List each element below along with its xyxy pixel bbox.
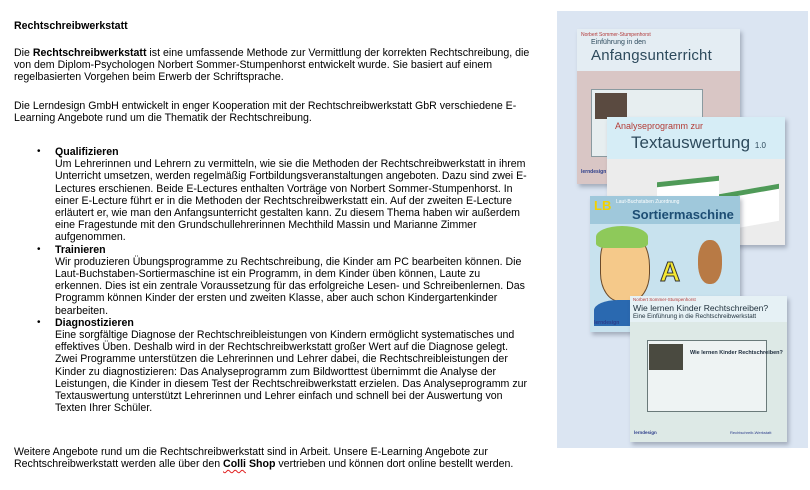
screen-title: Wie lernen Kinder Rechtschreiben? (690, 350, 783, 356)
cover-subtitle: Eine Einführung in die Rechtschreibwerkstatt (633, 313, 757, 320)
lerndesign-logo: lerndesign (581, 169, 607, 175)
closing-text-1: Weitere Angebote rund um die Rechtschreibwerkstatt sind in Arbeit. Unsere E-Learning Angebote zur Rechtschreibwerkstatt werden alle über den (14, 446, 488, 471)
cover-title: Anfangsunterricht (591, 47, 712, 64)
cover-title (631, 133, 766, 153)
boy-hair (596, 226, 648, 248)
list-item-trainieren (0, 244, 530, 317)
cover-version: 1.0 (754, 141, 766, 150)
lerndesign-logo: lerndesign (594, 320, 620, 326)
intro-paragraph (14, 47, 534, 84)
video-thumbnail (649, 344, 683, 370)
closing-text-2: vertrieben und können dort online bestellt werden. (275, 458, 514, 471)
lerndesign-logo: lerndesign (634, 430, 657, 435)
monkey-illustration (698, 240, 722, 284)
list-item-text: Um Lehrerinnen und Lehrern zu vermitteln, wie sie die Methoden der Rechtschreibwerkstatt in ihrem Unterricht umsetzen, werden regelmäßig Fortbildungsveranstaltungen angeboten. Dazu sind zwei E-Lectures erschienen. Beide E-Lectures enthalten Vorträge von Norbert Sommer-Stumpenhorst. In einer E-Lecture führt er in die Methoden der Rechtschreibwerkstatt ein. Auf der zweiten E-Lecture erläutert er, wie man den Anfangsunterricht gestalten kann. Zu diesem Thema haben wir außerdem eine Fragestunde mit den Grundschullehrerinnen Mechthild Massin und Marianne Zimmer aufgenommen. (55, 158, 527, 244)
cover-author: Norbert Sommer-Stumpenhorst (581, 32, 651, 38)
list-item-diagnostizieren (0, 317, 530, 415)
cover-header (630, 296, 787, 322)
list-item-text: Wir produzieren Übungsprogramme zu Rechtschreibung, die Kinder am PC bearbeiten können. Die Laut-Buchstaben-Sortiermaschine ist ein Programm, in dem Kinder üben können, Laute zu erkennen. Dies ist ein zentrale Voraussetzung für das erfolgreiche Lesen- und Schreibenlernen. Das Programm können Kinder der ersten und zweiten Klasse, aber auch schon Kindergartenkinder bearbeiten. (55, 255, 525, 317)
bullet-icon: • (37, 243, 41, 255)
list-item-text: Eine sorgfältige Diagnose der Rechtschreibleistungen von Kindern ermöglicht systematisches und effektives Üben. Deshalb wird in der Rechtschreibwerkstatt großer Wert auf die Diagnose gelegt. Zwei Programme unterstützen die Lehrerinnen und Lehrer dabei, die Rechtschreibleistungen der Kinder zu diagnostizieren: Das Analyseprogramm zum Bildworttest übernimmt die Analyse der Leistungen, die Kinder in diesem Test der Rechtschreibwerkstatt erzielen. Das Analyseprogramm zur Textauswertung unterstützt Lehrerinnen und Lehrer einfach und schnell bei der Auswertung von Texten Ihrer Schüler. (55, 329, 528, 415)
cover-author: Norbert Sommer-Stumpenhorst (633, 297, 696, 302)
cover-title: Wie lernen Kinder Rechtschreiben? (633, 303, 769, 313)
rechtschreibwerkstatt-logo: Rechtschreib-Werkstatt (730, 430, 772, 435)
offerings-list (0, 146, 530, 414)
document-title: Rechtschreibwerkstatt (14, 20, 128, 32)
cover-header (607, 117, 785, 159)
product-cover-wie-lernen-kinder (630, 296, 787, 442)
cover-header (577, 29, 740, 71)
intro-bold-term: Rechtschreibwerkstatt (32, 47, 147, 59)
cover-subtitle: Laut-Buchstaben Zuordnung (616, 199, 680, 205)
intro-prefix: Die (14, 47, 33, 59)
spellcheck-word: Colli (223, 458, 246, 471)
closing-paragraph (14, 446, 534, 470)
video-thumbnail (595, 93, 627, 119)
list-item-qualifizieren (0, 146, 530, 244)
cooperation-paragraph: Die Lerndesign GmbH entwickelt in enger Kooperation mit der Rechtschreibwerkstatt GbR verschiedene E-Learning Angebote rund um die Thematik der Rechtschreibung. (14, 100, 517, 125)
cover-subtitle: Analyseprogramm zur (615, 121, 704, 131)
cover-title-text: Textauswertung (631, 133, 751, 152)
colli-shop-link[interactable] (223, 458, 275, 470)
cover-header (590, 196, 740, 224)
cover-subtitle: Einführung in den (591, 39, 646, 46)
intro-rest: ist eine umfassende Methode zur Vermittlung der korrekten Rechtschreibung, die von dem Diplom-Psychologen Norbert Sommer-Stumpenhorst entwickelt wurde. Sie basiert auf einem regelbasierten Vorgehen beim Erwerb der Schriftsprache. (14, 47, 530, 84)
product-collage-image (557, 11, 808, 448)
list-item-title: Trainieren (55, 243, 106, 256)
cover-title: Sortiermaschine (632, 207, 734, 222)
bullet-icon: • (37, 146, 41, 157)
bullet-icon: • (37, 316, 41, 328)
letter-a-illustration: A (660, 256, 681, 287)
shop-word: Shop (246, 458, 276, 471)
list-item-title: Qualifizieren (55, 146, 119, 158)
list-item-title: Diagnostizieren (55, 316, 134, 329)
lb-badge: LB (594, 198, 612, 213)
